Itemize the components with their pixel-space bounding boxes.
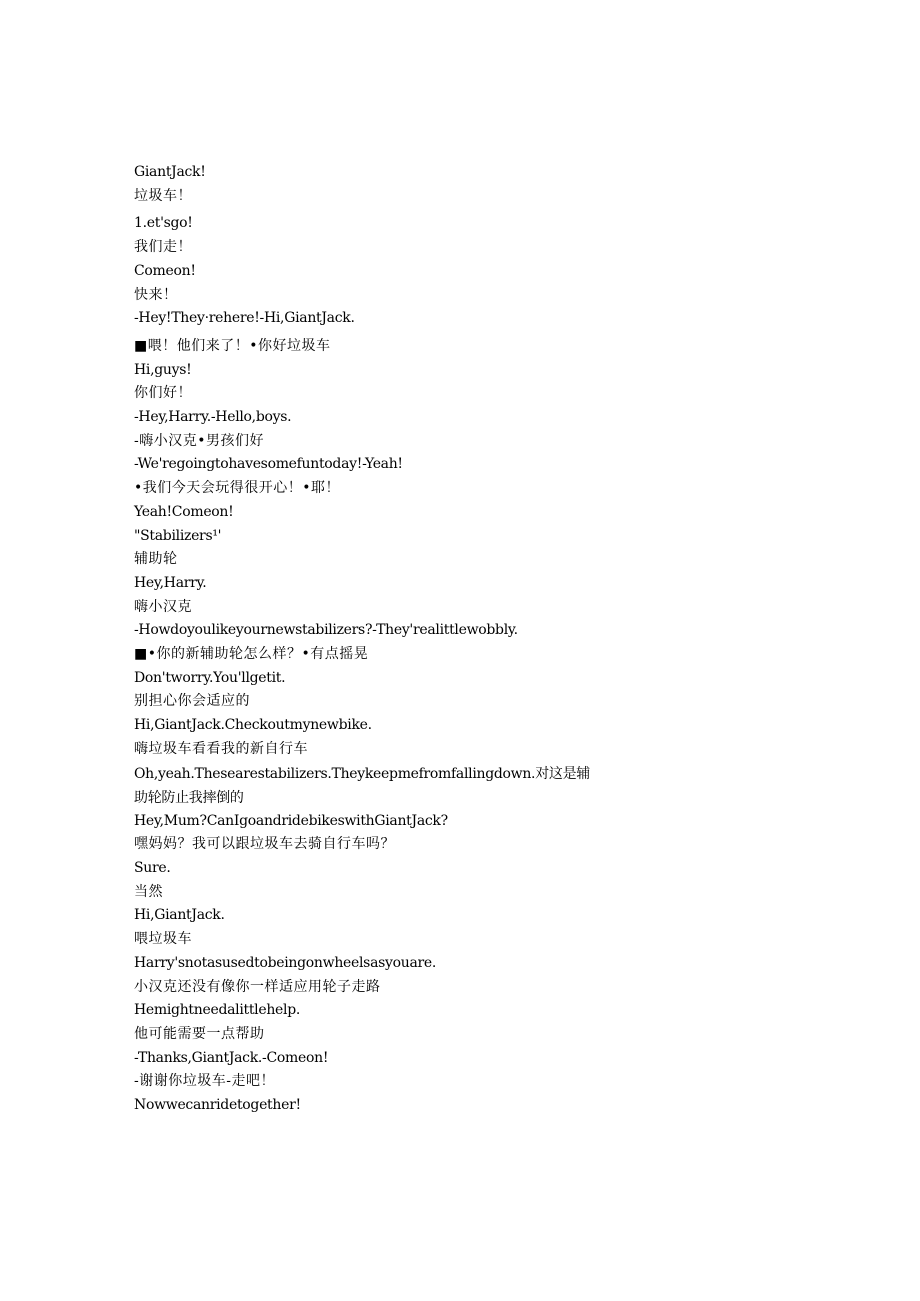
transcript-line: ■•你的新辅助轮怎么样？•有点摇晃 bbox=[134, 646, 369, 663]
transcript-line: Hi,GiantJack.Checkoutmynewbike. bbox=[134, 717, 372, 734]
transcript-line: Hemightneedalittlehelp. bbox=[134, 1002, 301, 1019]
transcript-line: Sure. bbox=[134, 859, 171, 876]
transcript-line: 你们好！ bbox=[134, 385, 192, 402]
transcript-line: Oh,yeah.Thesearestabilizers.Theykeepmefromfallingdown.对这是辅助轮防止我摔倒的 bbox=[134, 765, 591, 806]
transcript-line: 快来！ bbox=[134, 286, 178, 303]
transcript-line: Hey,Mum?CanIgoandridebikeswithGiantJack? bbox=[134, 812, 448, 829]
transcript-line: Hi,GiantJack. bbox=[134, 907, 225, 924]
transcript-line: 他可能需要一点帮助 bbox=[134, 1025, 265, 1042]
transcript-line: -We'regoingtohavesomefuntoday!-Yeah! bbox=[134, 456, 403, 473]
transcript-line: 小汉克还没有像你一样适应用轮子走路 bbox=[134, 978, 381, 995]
transcript-line: Don'tworry.You'llgetit. bbox=[134, 669, 286, 686]
transcript-line: 辅助轮 bbox=[134, 551, 178, 568]
transcript-line: 别担心你会适应的 bbox=[134, 693, 250, 710]
transcript-line: -Hey!They·rehere!-Hi,GiantJack. bbox=[134, 310, 355, 327]
transcript-line: -Howdoyoulikeyournewstabilizers?-They'realittlewobbly. bbox=[134, 622, 518, 639]
transcript-line: ■喂！他们来了！•你好垃圾车 bbox=[134, 337, 331, 354]
transcript-line: Harry'snotasusedtobeingonwheelsasyouare. bbox=[134, 954, 437, 971]
transcript-line: "Stabilizers¹' bbox=[134, 527, 222, 544]
transcript-line: 喂垃圾车 bbox=[134, 931, 192, 948]
transcript-line: •我们今天会玩得很开心！•耶！ bbox=[134, 480, 341, 497]
transcript-line: 嗨垃圾车看看我的新自行车 bbox=[134, 740, 308, 757]
transcript-lines bbox=[134, 161, 604, 1118]
transcript-line: 嘿妈妈？我可以跟垃圾车去骑自行车吗？ bbox=[134, 836, 395, 853]
transcript-line: 嗨小汉克 bbox=[134, 598, 192, 615]
transcript-line: 1.et'sgo! bbox=[134, 215, 193, 232]
transcript-line: -嗨小汉克•男孩们好 bbox=[134, 432, 264, 449]
transcript-line: 我们走！ bbox=[134, 239, 192, 256]
transcript-line: Yeah!Comeon! bbox=[134, 503, 234, 520]
transcript-line: 当然 bbox=[134, 883, 163, 900]
transcript-line: -谢谢你垃圾车-走吧！ bbox=[134, 1073, 275, 1090]
transcript-line: Nowwecanridetogether! bbox=[134, 1097, 301, 1114]
transcript-line: -Hey,Harry.-Hello,boys. bbox=[134, 409, 292, 426]
transcript-line: 垃圾车！ bbox=[134, 187, 192, 204]
transcript-line: -Thanks,GiantJack.-Comeon! bbox=[134, 1049, 329, 1066]
transcript-line: Hey,Harry. bbox=[134, 574, 207, 591]
transcript-line: GiantJack! bbox=[134, 164, 206, 180]
transcript-line: Hi,guys! bbox=[134, 361, 192, 378]
transcript-line: Comeon! bbox=[134, 262, 196, 279]
